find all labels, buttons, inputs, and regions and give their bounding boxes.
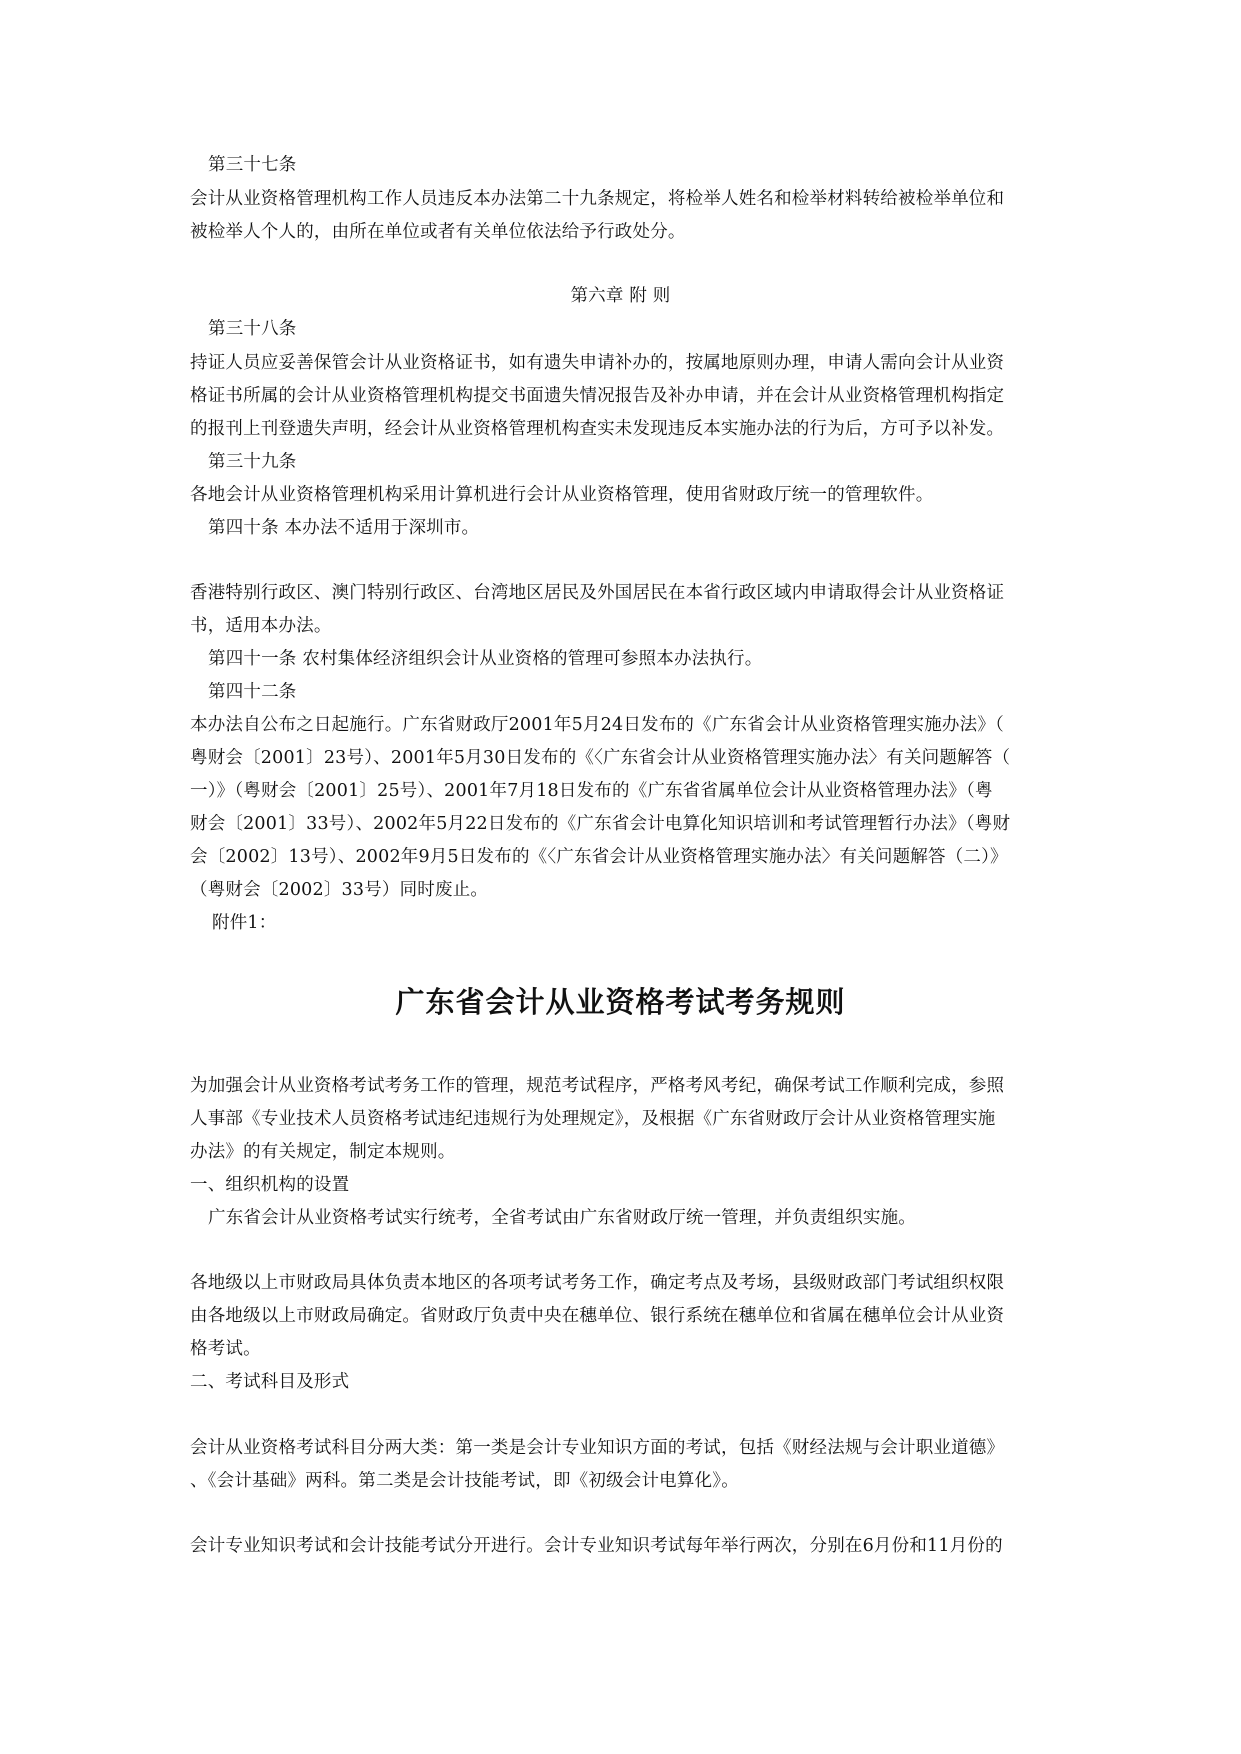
paragraph-line: 格证书所属的会计从业资格管理机构提交书面遗失情况报告及补办申请，并在会计从业资格管理机构指定 bbox=[190, 386, 1005, 406]
paragraph-line: 香港特别行政区、澳门特别行政区、台湾地区居民及外国居民在本省行政区域内申请取得会计从业资格证 bbox=[190, 583, 1005, 603]
document-title: 广东省会计从业资格考试考务规则 bbox=[395, 985, 846, 1019]
paragraph-line: （粤财会〔2002〕33号）同时废止。 bbox=[190, 880, 489, 900]
paragraph-line: 格考试。 bbox=[190, 1339, 261, 1359]
paragraph-line: 会计专业知识考试和会计技能考试分开进行。会计专业知识考试每年举行两次，分别在6月份和11月份的 bbox=[190, 1536, 1003, 1556]
article-38-heading: 第三十八条 bbox=[208, 319, 297, 339]
paragraph-line: 持证人员应妥善保管会计从业资格证书，如有遗失申请补办的，按属地原则办理，申请人需向会计从业资 bbox=[190, 353, 1005, 373]
paragraph-line: 为加强会计从业资格考试考务工作的管理，规范考试程序，严格考风考纪，确保考试工作顺利完成，参照 bbox=[190, 1076, 1005, 1096]
paragraph-line: 的报刊上刊登遗失声明，经会计从业资格管理机构查实未发现违反本实施办法的行为后，方可予以补发。 bbox=[190, 419, 1005, 439]
paragraph-line: 办法》的有关规定，制定本规则。 bbox=[190, 1142, 456, 1162]
paragraph-line: 由各地级以上市财政局确定。省财政厅负责中央在穗单位、银行系统在穗单位和省属在穗单位会计从业资 bbox=[190, 1306, 1005, 1326]
paragraph-line: 会计从业资格考试科目分两大类：第一类是会计专业知识方面的考试，包括《财经法规与会计职业道德》 bbox=[190, 1438, 1005, 1458]
paragraph-line: 、《会计基础》两科。第二类是会计技能考试，即《初级会计电算化》。 bbox=[190, 1471, 739, 1491]
paragraph-line: 各地级以上市财政局具体负责本地区的各项考试考务工作，确定考点及考场，县级财政部门考试组织权限 bbox=[190, 1273, 1005, 1293]
section-heading: 二、考试科目及形式 bbox=[190, 1372, 350, 1392]
article-37-heading: 第三十七条 bbox=[208, 155, 297, 175]
paragraph-line: 粤财会〔2001〕23号）、2001年5月30日发布的《〈广东省会计从业资格管理实施办法〉有关问题解答（ bbox=[190, 748, 1011, 768]
chapter-heading: 第六章 附 则 bbox=[570, 286, 671, 306]
attachment-label: 附件1： bbox=[212, 913, 277, 933]
article-42-heading: 第四十二条 bbox=[208, 682, 297, 702]
paragraph-line: 被检举人个人的，由所在单位或者有关单位依法给予行政处分。 bbox=[190, 222, 686, 242]
section-heading: 一、组织机构的设置 bbox=[190, 1175, 350, 1195]
article-39-heading: 第三十九条 bbox=[208, 452, 297, 472]
paragraph-line: 会计从业资格管理机构工作人员违反本办法第二十九条规定，将检举人姓名和检举材料转给被检举单位和 bbox=[190, 189, 1005, 209]
paragraph-line: 本办法自公布之日起施行。广东省财政厅2001年5月24日发布的《广东省会计从业资格管理实施办法》（ bbox=[190, 715, 1004, 735]
paragraph-line: 书，适用本办法。 bbox=[190, 616, 332, 636]
paragraph-line: 广东省会计从业资格考试实行统考，全省考试由广东省财政厅统一管理，并负责组织实施。 bbox=[208, 1208, 916, 1228]
paragraph-line: 一）》（粤财会〔2001〕25号）、2001年7月18日发布的《广东省省属单位会计从业资格管理办法》（粤 bbox=[190, 781, 993, 801]
paragraph-line: 会〔2002〕13号）、2002年9月5日发布的《〈广东省会计从业资格管理实施办法〉有关问题解答（二）》 bbox=[190, 847, 1008, 867]
article-40-heading: 第四十条 本办法不适用于深圳市。 bbox=[208, 518, 480, 538]
paragraph-line: 人事部《专业技术人员资格考试违纪违规行为处理规定》，及根据《广东省财政厅会计从业资格管理实施 bbox=[190, 1109, 996, 1129]
paragraph-line: 财会〔2001〕33号）、2002年5月22日发布的《广东省会计电算化知识培训和考试管理暂行办法》（粤财 bbox=[190, 814, 1011, 834]
article-41-heading: 第四十一条 农村集体经济组织会计从业资格的管理可参照本办法执行。 bbox=[208, 649, 763, 669]
paragraph-line: 各地会计从业资格管理机构采用计算机进行会计从业资格管理，使用省财政厅统一的管理软件。 bbox=[190, 485, 934, 505]
